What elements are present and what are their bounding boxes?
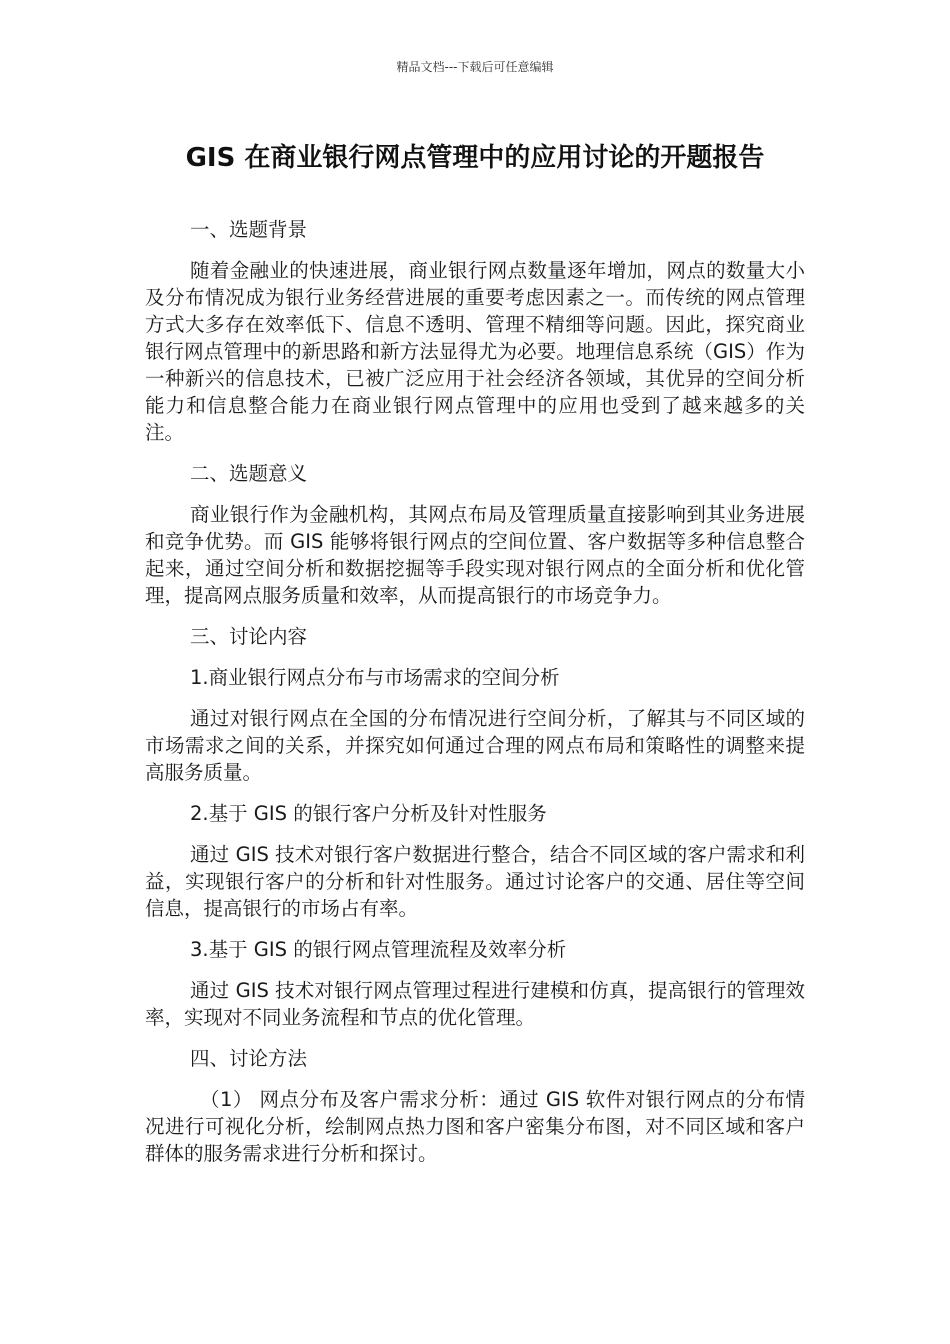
paragraph-background: 随着金融业的快速进展，商业银行网点数量逐年增加，网点的数量大小及分布情况成为银行业务经营进展的重要考虑因素之一。而传统的网点管理方式大多存在效率低下、信息不透明、管理不精细等问题。因此，探究商业银行网点管理中的新思路和新方法显得尤为必要。地理信息系统（GIS）作为一种新兴的信息技术，已被广泛应用于社会经济各领域，其优异的空间分析能力和信息整合能力在商业银行网点管理中的应用也受到了越来越多的关注。	[145, 259, 805, 444]
document-title: GIS 在商业银行网点管理中的应用讨论的开题报告	[185, 143, 765, 173]
section-heading-significance: 二、选题意义	[190, 462, 308, 485]
paragraph-method-1: （1） 网点分布及客户需求分析：通过 GIS 软件对银行网点的分布情况进行可视化分析，绘制网点热力图和客户密集分布图，对不同区域和客户群体的服务需求进行分析和探讨。	[145, 1088, 805, 1165]
subsection-heading-1: 1.商业银行网点分布与市场需求的空间分析	[190, 666, 560, 689]
subsection-heading-2: 2.基于 GIS 的银行客户分析及针对性服务	[190, 802, 547, 825]
document-body	[145, 216, 805, 1181]
section-heading-methods: 四、讨论方法	[190, 1047, 308, 1070]
subsection-heading-3: 3.基于 GIS 的银行网点管理流程及效率分析	[190, 938, 567, 961]
paragraph-significance: 商业银行作为金融机构，其网点布局及管理质量直接影响到其业务进展和竞争优势。而 GIS 能够将银行网点的空间位置、客户数据等多种信息整合起来，通过空间分析和数据挖掘等手段实现对银行网点的全面分析和优化管理，提高网点服务质量和效率，从而提高银行的市场竞争力。	[145, 503, 805, 607]
header-note: 精品文档---下载后可任意编辑	[396, 60, 554, 74]
paragraph-subsection-1: 通过对银行网点在全国的分布情况进行空间分析，了解其与不同区域的市场需求之间的关系，并探究如何通过合理的网点布局和策略性的调整来提高服务质量。	[145, 707, 805, 784]
section-heading-background: 一、选题背景	[190, 218, 308, 241]
paragraph-subsection-2: 通过 GIS 技术对银行客户数据进行整合，结合不同区域的客户需求和利益，实现银行客户的分析和针对性服务。通过讨论客户的交通、居住等空间信息，提高银行的市场占有率。	[145, 843, 805, 920]
paragraph-subsection-3: 通过 GIS 技术对银行网点管理过程进行建模和仿真，提高银行的管理效率，实现对不同业务流程和节点的优化管理。	[145, 979, 805, 1029]
section-heading-content: 三、讨论内容	[190, 625, 308, 648]
